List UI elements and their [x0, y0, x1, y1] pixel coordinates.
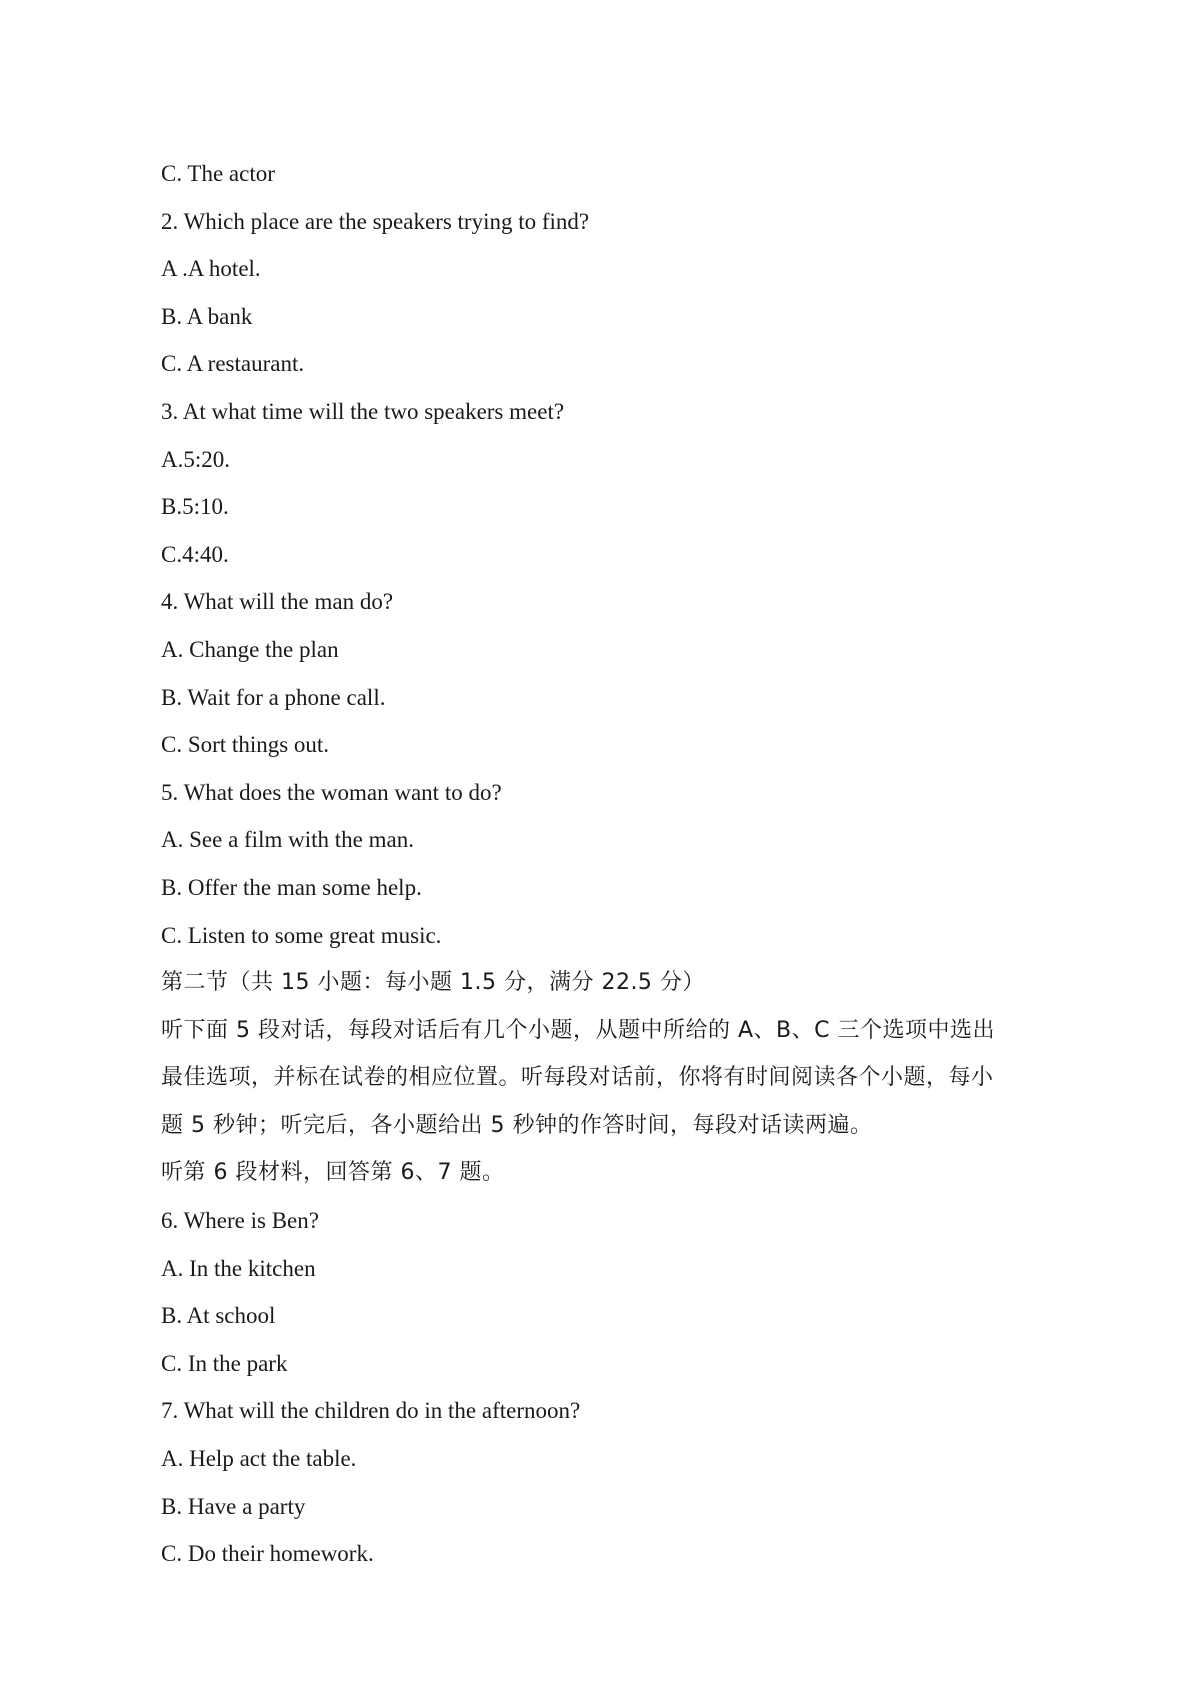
- material-6-instruction: 听第 6 段材料，回答第 6、7 题。: [161, 1160, 505, 1186]
- question-3-prompt: 3. At what time will the two speakers meet?: [161, 398, 565, 424]
- question-6-option-a: A. In the kitchen: [161, 1255, 316, 1281]
- document-body: [161, 150, 1061, 1578]
- question-2-option-a: A .A hotel.: [161, 256, 261, 282]
- question-6-option-c: C. In the park: [161, 1350, 288, 1376]
- question-5-prompt: 5. What does the woman want to do?: [161, 779, 502, 805]
- question-1-option-c: C. The actor: [161, 161, 275, 186]
- question-5-option-b: B. Offer the man some help.: [161, 874, 422, 900]
- question-7-prompt: 7. What will the children do in the afternoon?: [161, 1398, 581, 1424]
- question-6-option-b: B. At school: [161, 1303, 276, 1329]
- question-4-prompt: 4. What will the man do?: [161, 589, 394, 615]
- question-7-option-c: C. Do their homework.: [161, 1541, 374, 1567]
- question-7-option-a: A. Help act the table.: [161, 1446, 357, 1472]
- question-2-option-c: C. A restaurant.: [161, 351, 305, 377]
- question-2-prompt: 2. Which place are the speakers trying to find?: [161, 208, 590, 234]
- question-5-option-a: A. See a film with the man.: [161, 827, 414, 853]
- question-4-option-b: B. Wait for a phone call.: [161, 684, 386, 710]
- section-2-instructions-line-1: 听下面 5 段对话，每段对话后有几个小题，从题中所给的 A、B、C 三个选项中选出: [161, 1017, 995, 1043]
- question-5-option-c: C. Listen to some great music.: [161, 922, 442, 948]
- question-2-option-b: B. A bank: [161, 303, 253, 329]
- question-6-prompt: 6. Where is Ben?: [161, 1208, 319, 1234]
- question-7-option-b: B. Have a party: [161, 1493, 306, 1519]
- question-4-option-a: A. Change the plan: [161, 636, 339, 662]
- section-2-heading: 第二节（共 15 小题：每小题 1.5 分，满分 22.5 分）: [161, 970, 705, 996]
- question-4-option-c: C. Sort things out.: [161, 732, 330, 758]
- question-3-option-b: B.5:10.: [161, 494, 229, 520]
- question-3-option-a: A.5:20.: [161, 446, 230, 472]
- section-2-instructions-line-2: 最佳选项，并标在试卷的相应位置。听每段对话前，你将有时间阅读各个小题，每小: [161, 1065, 994, 1091]
- section-2-instructions-line-3: 题 5 秒钟；听完后，各小题给出 5 秒钟的作答时间，每段对话读两遍。: [161, 1112, 873, 1138]
- question-3-option-c: C.4:40.: [161, 541, 229, 567]
